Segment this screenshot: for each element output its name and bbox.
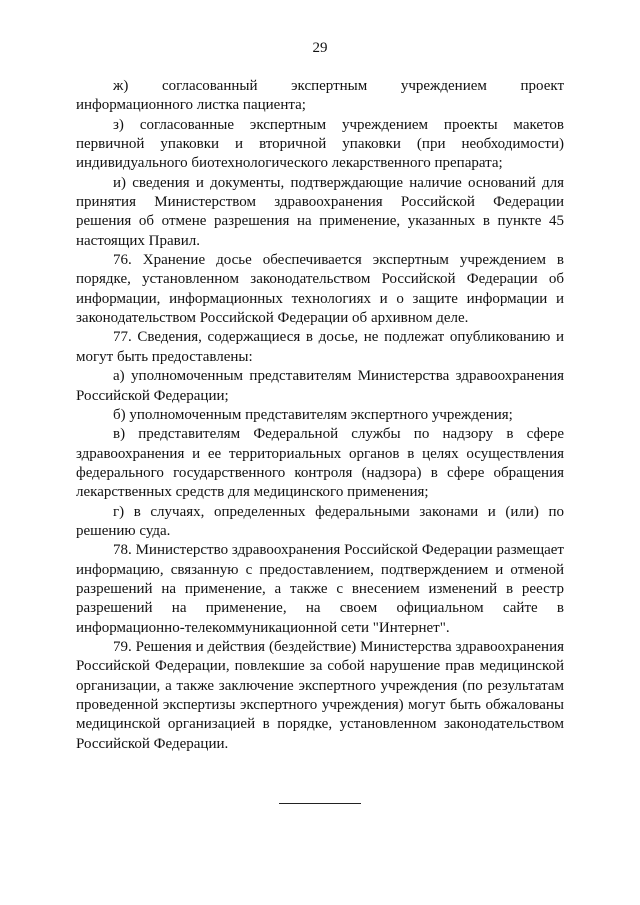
- paragraph-item-zh: ж) согласованный экспертным учреждением проект информационного листка пациента;: [76, 78, 564, 114]
- paragraph-item-g: г) в случаях, определенных федеральными законами и (или) по решению суда.: [76, 503, 564, 539]
- document-body: [76, 77, 564, 754]
- paragraph-item-b: б) уполномоченным представителям экспертного учреждения;: [113, 406, 513, 423]
- paragraph-79: 79. Решения и действия (бездействие) Министерства здравоохранения Российской Федерации, повлекшие за собой нарушение прав медицинской организации, а также заключение экспертного учреждения (по результатам проведенной экспертизы экспертного учреждения) могут быть обжалованы медицинской организацией в порядке, установленном законодательством Российской Федерации.: [76, 638, 564, 752]
- paragraph-item-i: и) сведения и документы, подтверждающие наличие оснований для принятия Министерством здравоохранения Российской Федерации решения об отмене разрешения на применение, указанных в пункте 45 настоящих Правил.: [76, 174, 564, 249]
- end-separator-line: [279, 803, 361, 804]
- paragraph-77: 77. Сведения, содержащиеся в досье, не подлежат опубликованию и могут быть предоставлены:: [76, 329, 564, 365]
- paragraph-item-a: а) уполномоченным представителям Министерства здравоохранения Российской Федерации;: [76, 368, 564, 404]
- paragraph-item-v: в) представителям Федеральной службы по надзору в сфере здравоохранения и ее территориальных органов в целях осуществления федерального государственного контроля (надзора) в сфере обращения лекарственных средств для медицинского применения;: [76, 426, 564, 501]
- page-number: 29: [312, 40, 328, 56]
- paragraph-item-z: з) согласованные экспертным учреждением проекты макетов первичной упаковки и вторичной упаковки (при необходимости) индивидуального биотехнологического лекарственного препарата;: [76, 116, 564, 172]
- paragraph-78: 78. Министерство здравоохранения Российской Федерации размещает информацию, связанную с предоставлением, подтверждением и отменой разрешений на применение, а также с внесением изменений в реестр разрешений на применение, на своем официальном сайте в информационно-телекоммуникационной сети "Интернет".: [76, 542, 564, 636]
- paragraph-76: 76. Хранение досье обеспечивается экспертным учреждением в порядке, установленном законодательством Российской Федерации об информации, информационных технологиях и о защите информации и законодательством Российской Федерации об архивном деле.: [76, 252, 564, 327]
